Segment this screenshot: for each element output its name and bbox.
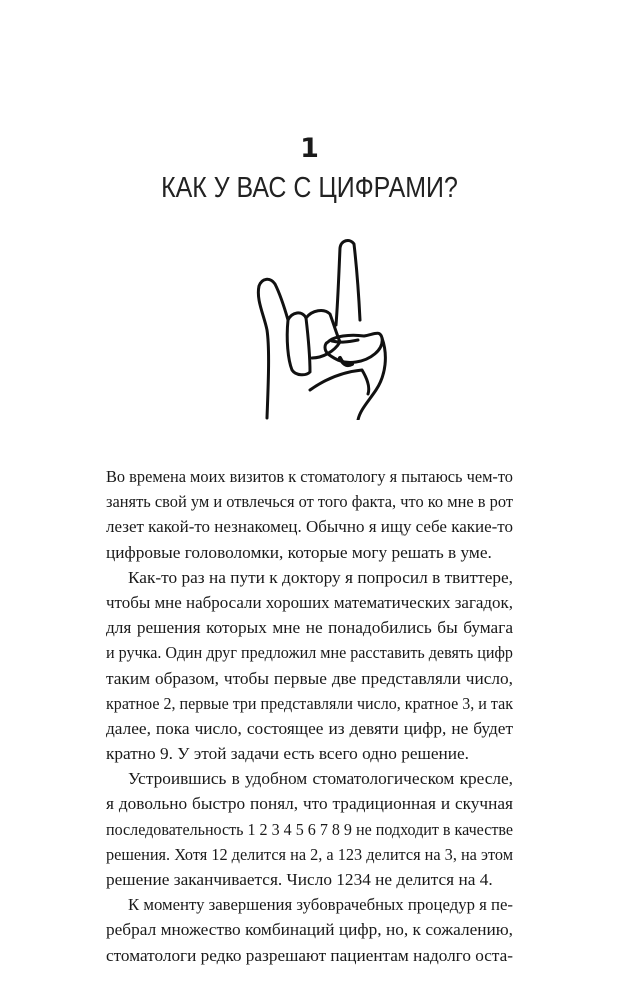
text-line [106, 691, 513, 716]
chapter-title [0, 170, 619, 206]
line-text: таким образом, чтобы первые две представляли число, [106, 668, 513, 688]
line-text: Как-то раз на пути к доктору я попросил в твиттере, [128, 567, 513, 587]
chapter-body-text [106, 464, 513, 968]
text-line [106, 867, 513, 892]
text-line [106, 615, 513, 640]
line-text: далее, пока число, состоящее из девяти цифр, не будет [106, 718, 513, 738]
line-text: цифровые головоломки, которые могу решать в уме. [106, 542, 492, 562]
line-text: кратно 9. У этой задачи есть всего одно решение. [106, 744, 470, 764]
line-text: лезет какой-то незнакомец. Обычно я ищу себе какие-то [106, 517, 513, 537]
text-line [106, 565, 513, 590]
line-text: кратное 2, первые три представляли число, кратное 3, и так [106, 693, 513, 713]
line-text: стоматологи редко разрешают пациентам надолго оста- [106, 945, 513, 965]
line-text: решения. Хотя 12 делится на 2, а 123 делится на 3, на этом [106, 844, 513, 864]
paragraph-4 [106, 892, 513, 968]
text-line [106, 917, 513, 942]
line-text: для решения которых мне не понадобились бы бумага [106, 618, 513, 638]
text-line [106, 540, 513, 565]
text-line [106, 716, 513, 741]
text-line [106, 817, 513, 842]
text-line [106, 489, 513, 514]
line-text: Устроившись в удобном стоматологическом кресле, [128, 769, 513, 789]
text-line [106, 791, 513, 816]
paragraph-2 [106, 565, 513, 767]
text-line [106, 943, 513, 968]
text-line [106, 666, 513, 691]
paragraph-1 [106, 464, 513, 565]
text-line [106, 590, 513, 615]
paragraph-3 [106, 766, 513, 892]
line-text: решение заканчивается. Число 1234 не делится на 4. [106, 870, 493, 889]
text-line [106, 640, 513, 665]
text-line [106, 842, 513, 867]
line-text: ребрал множество комбинаций цифр, но, к сожалению, [106, 920, 513, 940]
chapter-number: 1 [300, 133, 319, 164]
text-line [106, 766, 513, 791]
line-text: последовательность 1 2 3 4 5 6 7 8 9 не подходит в качестве [106, 819, 513, 839]
text-line [106, 464, 513, 489]
line-text: чтобы мне набросали хороших математических загадок, [106, 592, 513, 612]
text-line [106, 892, 513, 917]
line-text: Во времена моих визитов к стоматологу я пытаюсь чем-то [106, 467, 513, 486]
line-text: К моменту завершения зубоврачебных процедур я пе- [128, 895, 513, 915]
line-text: занять свой ум и отвлечься от того факта, что ко мне в рот [106, 492, 513, 512]
line-text: и ручка. Один друг предложил мне расставить девять цифр [106, 643, 513, 663]
text-line [106, 741, 513, 766]
chapter-title-text: КАК У ВАС С ЦИФРАМИ? [161, 172, 458, 204]
line-text: я довольно быстро понял, что традиционная и скучная [106, 794, 513, 814]
text-line [106, 514, 513, 539]
hand-gesture-illustration [240, 230, 390, 420]
